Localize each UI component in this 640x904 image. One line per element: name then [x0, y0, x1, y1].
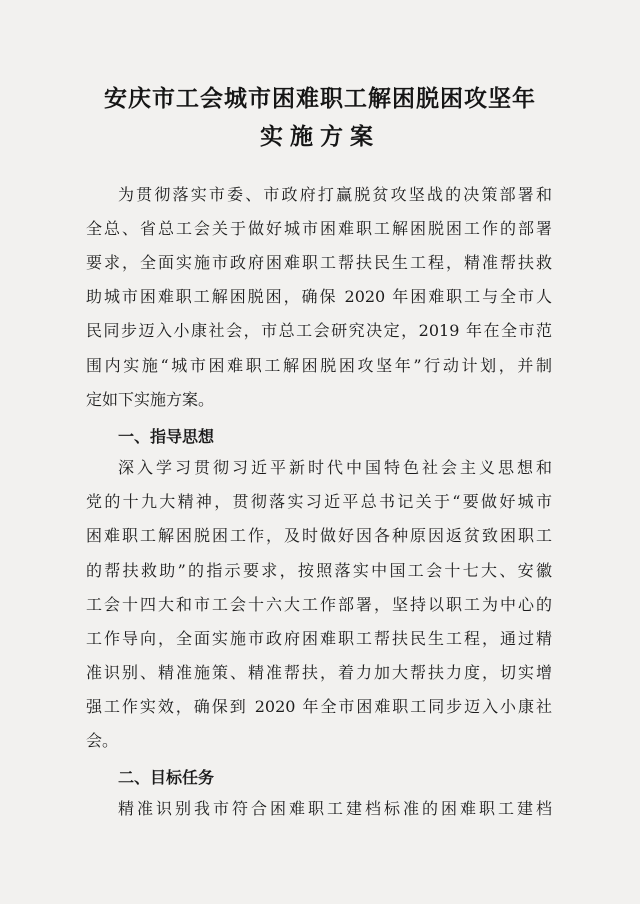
intro-line: 助城市困难职工解困脱困，确保 2020 年困难职工与全市人: [86, 287, 552, 306]
section1-line: 工作导向，全面实施市政府困难职工帮扶民生工程，通过精: [86, 629, 552, 648]
intro-line: 围内实施“城市困难职工解困脱困攻坚年”行动计划，并制: [86, 356, 552, 375]
document-title-line-2: 实施方案: [260, 123, 380, 150]
section1-line: 的帮扶救助”的指示要求，按照落实中国工会十七大、安徽: [86, 561, 552, 580]
section1-line: 准识别、精准施策、精准帮扶，着力加大帮扶力度，切实增: [86, 663, 552, 682]
section-heading-targets: 二、目标任务: [118, 768, 215, 787]
section1-line: 会。: [86, 731, 119, 750]
intro-line: 民同步迈入小康社会，市总工会研究决定，2019 年在全市范: [86, 321, 552, 340]
section1-line: 深入学习贯彻习近平新时代中国特色社会主义思想和: [118, 458, 552, 477]
document-title-line-1: 安庆市工会城市困难职工解困脱困攻坚年: [104, 85, 536, 112]
section2-line: 精准识别我市符合困难职工建档标准的困难职工建档: [118, 799, 552, 818]
intro-line: 全总、省总工会关于做好城市困难职工解困脱困工作的部署: [86, 219, 552, 238]
section1-line: 困难职工解困脱困工作，及时做好因各种原因返贫致困职工: [86, 526, 552, 545]
section1-line: 强工作实效，确保到 2020 年全市困难职工同步迈入小康社: [86, 697, 552, 716]
section1-line: 党的十九大精神，贯彻落实习近平总书记关于“要做好城市: [86, 492, 552, 511]
intro-line: 定如下实施方案。: [86, 390, 215, 409]
intro-line: 要求，全面实施市政府困难职工帮扶民生工程，精准帮扶救: [86, 253, 552, 272]
intro-line: 为贯彻落实市委、市政府打赢脱贫攻坚战的决策部署和: [118, 185, 552, 204]
section1-line: 工会十四大和市工会十六大工作部署，坚持以职工为中心的: [86, 595, 552, 614]
section-heading-guiding-ideology: 一、指导思想: [118, 427, 215, 446]
